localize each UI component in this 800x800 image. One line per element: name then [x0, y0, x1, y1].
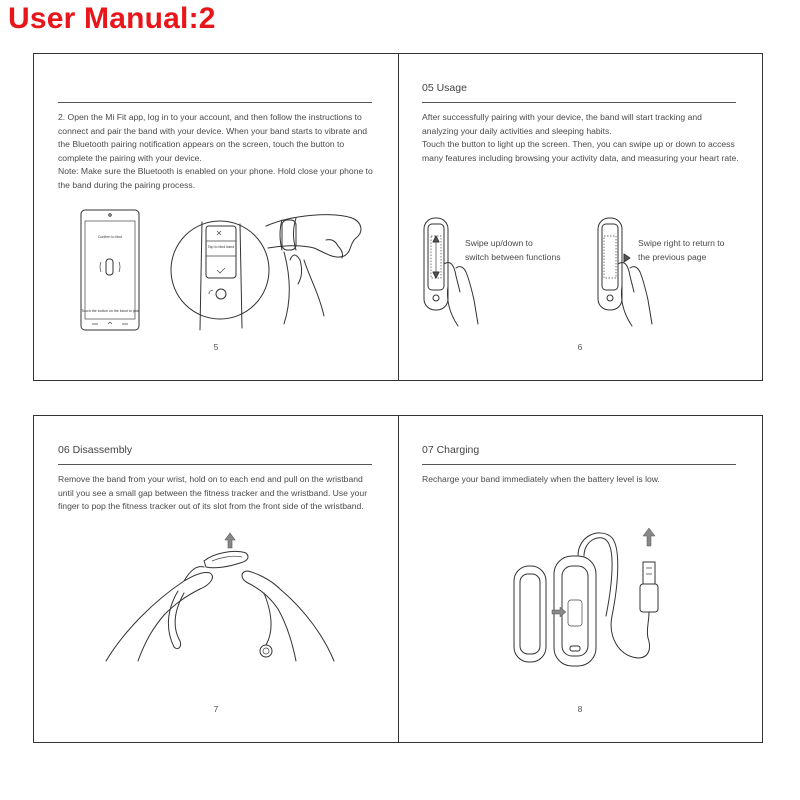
paragraph: Note: Make sure the Bluetooth is enabled on your phone. Hold close your phone to the band during the pairing process. [58, 166, 373, 190]
paragraph: 2. Open the Mi Fit app, log in to your account, and then follow the instructions to connect and pair the band with your device. When your band starts to vibrate and the Bluetooth pairing notification appears on the screen, touch the button to complete the pairing with your device. [58, 112, 368, 163]
page-7-text [58, 473, 376, 514]
page-6-text [422, 111, 740, 165]
paragraph: After successfully pairing with your device, the band will start tracking and analyzing your daily activities and sleeping habits. [422, 112, 702, 136]
paragraph: Touch the button to light up the screen. Then, you can swipe up or down to access many features including browsing your activity data, and measuring your heart rate. [422, 139, 739, 163]
manual-spread-top [33, 53, 763, 381]
band-swipe-right-icon [598, 218, 652, 326]
caption-swipe-up-down: Swipe up/down to switch between functions [465, 238, 561, 262]
charger-icon [514, 528, 658, 666]
phone-screen-hint: Touch the button on the band to pair [81, 309, 139, 313]
section-heading: 07 Charging [422, 444, 480, 456]
page-number: 8 [577, 704, 583, 714]
section-heading: 06 Disassembly [58, 444, 133, 456]
band-screen-text: Tap to bind band [207, 245, 235, 249]
phone-screen-title: Confirm to bind [97, 235, 123, 239]
paragraph: Recharge your band immediately when the battery level is low. [422, 474, 660, 484]
document-title: User Manual:2 [8, 2, 216, 35]
heading-rule [58, 464, 372, 465]
page-6 [398, 54, 762, 380]
phone-pairing-illustration [34, 204, 394, 334]
heading-rule [58, 102, 372, 103]
page-7 [34, 416, 399, 742]
wrist-hand-icon [266, 215, 361, 324]
heading-rule [422, 102, 736, 103]
page-5 [34, 54, 399, 380]
page-number: 7 [213, 704, 219, 714]
disassembly-illustration [34, 531, 394, 671]
manual-spread-bottom [33, 415, 763, 743]
hands-pulling-band-icon [106, 533, 334, 661]
section-heading: 05 Usage [422, 82, 467, 94]
paragraph: Remove the band from your wrist, hold on to each end and pull on the wristband until you see a small gap between the fitness tracker and the wristband. Use your finger to pop the fitness tracker out of its slot from the front side of the wristband. [58, 474, 368, 512]
page-number: 5 [213, 342, 219, 352]
page-number: 6 [577, 342, 583, 352]
swipe-illustration [398, 214, 758, 334]
caption-swipe-right: Swipe right to return to the previous page [638, 238, 725, 262]
page-5-text [58, 111, 376, 193]
phone-icon [81, 210, 140, 330]
band-swipe-vertical-icon [424, 218, 478, 326]
heading-rule [422, 464, 736, 465]
charging-illustration [398, 526, 758, 676]
band-zoom-icon [171, 221, 269, 330]
page-8-text [422, 473, 740, 487]
page-8 [398, 416, 762, 742]
